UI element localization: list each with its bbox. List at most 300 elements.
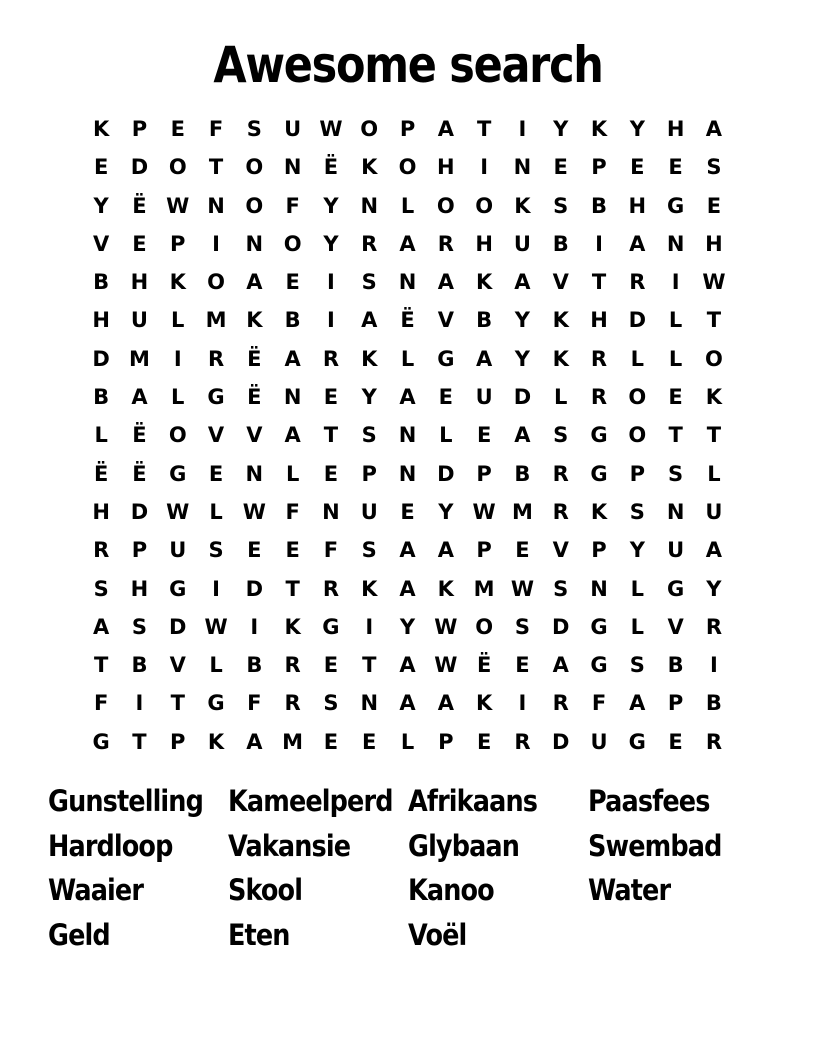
grid-cell: P bbox=[476, 538, 492, 563]
grid-row bbox=[82, 608, 733, 646]
grid-cell: I bbox=[709, 653, 718, 678]
grid-cell: E bbox=[323, 461, 339, 486]
grid-cell: D bbox=[437, 461, 455, 486]
grid-cell: P bbox=[591, 538, 607, 563]
grid-cell: G bbox=[628, 729, 646, 754]
grid-cell: L bbox=[400, 346, 415, 371]
word-list bbox=[48, 779, 788, 957]
grid-cell: A bbox=[437, 270, 454, 295]
grid-cell: I bbox=[212, 576, 220, 601]
grid-cell: I bbox=[518, 117, 527, 141]
grid-cell: D bbox=[130, 499, 149, 524]
grid-cell: W bbox=[166, 193, 190, 218]
grid-cell: G bbox=[590, 423, 608, 448]
grid-cell: H bbox=[92, 308, 110, 333]
grid-cell: U bbox=[667, 538, 685, 563]
grid-cell: A bbox=[284, 346, 301, 371]
grid-cell: Ë bbox=[400, 308, 415, 333]
grid-cell: T bbox=[362, 653, 377, 678]
grid-cell: E bbox=[170, 117, 185, 141]
grid-cell: G bbox=[590, 653, 608, 678]
grid-cell: G bbox=[666, 576, 685, 601]
grid-cell: L bbox=[400, 193, 415, 218]
grid-cell: Y bbox=[514, 308, 531, 333]
grid-cell: O bbox=[360, 117, 379, 141]
grid-cell: G bbox=[92, 729, 110, 754]
grid-row bbox=[82, 110, 733, 148]
grid-cell: O bbox=[628, 385, 647, 410]
grid-cell: F bbox=[591, 691, 607, 716]
grid-cell: K bbox=[361, 576, 378, 601]
grid-cell: K bbox=[284, 614, 301, 639]
grid-cell: E bbox=[668, 155, 683, 180]
grid-cell: P bbox=[667, 691, 684, 716]
grid-cell: O bbox=[704, 346, 723, 371]
grid-cell: D bbox=[169, 614, 187, 639]
grid-cell: M bbox=[473, 576, 495, 601]
grid-cell: N bbox=[398, 423, 417, 448]
grid-cell: L bbox=[171, 308, 185, 333]
grid-cell: E bbox=[476, 423, 492, 448]
grid-cell: O bbox=[436, 193, 455, 218]
grid-cell: D bbox=[92, 346, 110, 371]
grid-cell: Ë bbox=[132, 193, 147, 218]
grid-cell: L bbox=[630, 614, 644, 639]
grid-cell: Y bbox=[323, 231, 339, 256]
grid-cell: S bbox=[553, 193, 569, 218]
grid-cell: N bbox=[666, 499, 685, 524]
grid-cell: Ë bbox=[93, 461, 109, 486]
grid-cell: S bbox=[208, 538, 224, 563]
grid-cell: N bbox=[245, 231, 264, 256]
grid-cell: Y bbox=[323, 193, 339, 218]
grid-cell: I bbox=[480, 155, 489, 180]
grid-cell: K bbox=[590, 499, 608, 524]
grid-cell: R bbox=[93, 538, 110, 563]
grid-cell: V bbox=[207, 423, 225, 448]
grid-cell: Y bbox=[361, 385, 377, 410]
grid-cell: U bbox=[590, 729, 608, 754]
grid-row bbox=[82, 148, 733, 186]
grid-cell: H bbox=[437, 155, 455, 180]
grid-cell: D bbox=[513, 385, 532, 410]
grid-cell: I bbox=[173, 346, 182, 371]
grid-cell: E bbox=[668, 729, 683, 754]
grid-cell: A bbox=[399, 576, 416, 601]
grid-cell: Y bbox=[438, 499, 454, 524]
grid-cell: K bbox=[475, 691, 493, 716]
grid-cell: E bbox=[438, 385, 453, 410]
grid-cell: E bbox=[553, 155, 568, 180]
grid-cell: O bbox=[283, 231, 302, 256]
grid-cell: W bbox=[434, 653, 458, 678]
grid-cell: S bbox=[131, 614, 147, 639]
grid-cell: G bbox=[322, 614, 340, 639]
grid-cell: Ë bbox=[132, 423, 147, 448]
grid-cell: H bbox=[590, 308, 608, 333]
grid-cell: W bbox=[319, 117, 343, 141]
grid-cell: U bbox=[475, 385, 493, 410]
grid-cell: O bbox=[245, 155, 264, 180]
grid-cell: B bbox=[131, 653, 148, 678]
grid-cell: N bbox=[666, 231, 685, 256]
grid-cell: V bbox=[246, 423, 263, 448]
grid-cell: R bbox=[629, 270, 646, 295]
grid-cell: B bbox=[93, 270, 110, 295]
grid-cell: E bbox=[476, 729, 492, 754]
grid-cell: V bbox=[169, 653, 186, 678]
grid-cell: Ë bbox=[247, 385, 262, 410]
grid-cell: M bbox=[282, 729, 304, 754]
grid-cell: P bbox=[591, 155, 607, 180]
grid-cell: T bbox=[208, 155, 224, 180]
grid-cell: O bbox=[168, 155, 187, 180]
grid-cell: R bbox=[284, 691, 301, 716]
grid-cell: N bbox=[245, 461, 264, 486]
grid-cell: S bbox=[246, 117, 262, 141]
grid-cell: V bbox=[93, 231, 110, 256]
grid-cell: S bbox=[668, 461, 684, 486]
grid-cell: M bbox=[205, 308, 227, 333]
grid-cell: E bbox=[285, 538, 300, 563]
word-list-item: Gunstelling bbox=[48, 784, 203, 818]
grid-cell: I bbox=[250, 614, 259, 639]
grid-cell: G bbox=[437, 346, 455, 371]
grid-row bbox=[82, 646, 733, 684]
word-list-item: Water bbox=[588, 873, 671, 907]
grid-row bbox=[82, 301, 733, 339]
grid-cell: S bbox=[361, 270, 377, 295]
grid-cell: E bbox=[132, 231, 147, 256]
grid-cell: A bbox=[246, 270, 263, 295]
word-list-item: Voël bbox=[408, 917, 467, 952]
grid-cell: R bbox=[437, 231, 454, 256]
grid-cell: I bbox=[327, 308, 335, 333]
grid-cell: I bbox=[135, 691, 144, 716]
grid-cell: S bbox=[361, 423, 377, 448]
grid-cell: L bbox=[554, 385, 568, 410]
grid-cell: G bbox=[666, 193, 685, 218]
grid-cell: L bbox=[209, 653, 223, 678]
grid-row bbox=[82, 378, 733, 416]
grid-cell: P bbox=[399, 117, 416, 141]
grid-cell: V bbox=[552, 538, 569, 563]
grid-cell: R bbox=[552, 691, 569, 716]
grid-cell: N bbox=[283, 155, 302, 180]
grid-cell: G bbox=[207, 385, 225, 410]
grid-cell: M bbox=[511, 499, 533, 524]
grid-cell: P bbox=[476, 461, 492, 486]
grid-cell: S bbox=[629, 653, 645, 678]
grid-cell: L bbox=[439, 423, 453, 448]
grid-cell: A bbox=[399, 385, 416, 410]
grid-cell: F bbox=[285, 193, 300, 218]
grid-cell: A bbox=[629, 231, 646, 256]
word-list-item: Afrikaans bbox=[408, 784, 538, 818]
grid-cell: N bbox=[360, 193, 379, 218]
grid-cell: K bbox=[552, 308, 569, 333]
grid-cell: A bbox=[246, 729, 263, 754]
grid-cell: E bbox=[208, 461, 224, 486]
grid-cell: A bbox=[705, 117, 723, 141]
grid-cell: U bbox=[284, 117, 302, 141]
grid-cell: K bbox=[361, 346, 378, 371]
grid-cell: E bbox=[515, 653, 530, 678]
grid-cell: Y bbox=[514, 346, 531, 371]
grid-cell: R bbox=[705, 729, 722, 754]
grid-cell: A bbox=[475, 346, 493, 371]
grid-cell: A bbox=[399, 538, 416, 563]
grid-cell: T bbox=[591, 270, 607, 295]
grid-cell: T bbox=[170, 691, 185, 716]
grid-cell: A bbox=[514, 423, 531, 448]
grid-cell: G bbox=[207, 691, 225, 716]
grid-cell: A bbox=[399, 231, 416, 256]
grid-cell: I bbox=[365, 614, 374, 639]
grid-cell: L bbox=[668, 346, 683, 371]
grid-cell: K bbox=[437, 576, 454, 601]
grid-cell: R bbox=[552, 461, 569, 486]
grid-cell: H bbox=[130, 270, 149, 295]
grid-cell: H bbox=[666, 117, 685, 141]
grid-cell: A bbox=[552, 653, 569, 678]
grid-row bbox=[82, 416, 733, 454]
grid-cell: K bbox=[705, 385, 723, 410]
grid-cell: N bbox=[207, 193, 225, 218]
grid-cell: Y bbox=[553, 117, 569, 141]
grid-cell: R bbox=[705, 614, 722, 639]
grid-cell: T bbox=[476, 117, 492, 141]
grid-cell: M bbox=[128, 346, 150, 371]
grid-cell: U bbox=[705, 499, 723, 524]
grid-cell: E bbox=[630, 155, 645, 180]
grid-cell: D bbox=[245, 576, 264, 601]
grid-cell: L bbox=[630, 346, 644, 371]
grid-cell: T bbox=[668, 423, 683, 448]
grid-cell: A bbox=[93, 614, 110, 639]
word-list-item: Geld bbox=[48, 917, 110, 952]
grid-cell: A bbox=[361, 308, 378, 333]
grid-cell: E bbox=[247, 538, 262, 563]
grid-cell: N bbox=[398, 270, 417, 295]
grid-cell: G bbox=[590, 614, 608, 639]
word-list-item: Eten bbox=[228, 917, 290, 952]
grid-cell: S bbox=[553, 423, 569, 448]
grid-cell: L bbox=[668, 308, 683, 333]
grid-cell: W bbox=[242, 499, 266, 524]
grid-cell: I bbox=[595, 231, 603, 256]
grid-cell: H bbox=[92, 499, 110, 524]
grid-cell: B bbox=[705, 691, 722, 716]
word-list-item: Glybaan bbox=[408, 828, 520, 863]
grid-cell: W bbox=[702, 270, 726, 295]
grid-cell: B bbox=[93, 385, 110, 410]
grid-cell: B bbox=[476, 308, 493, 333]
puzzle-title: Awesome search bbox=[213, 36, 603, 94]
grid-cell: I bbox=[327, 270, 335, 295]
grid-cell: T bbox=[132, 729, 147, 754]
grid-cell: B bbox=[514, 461, 531, 486]
word-list-item: Hardloop bbox=[48, 828, 173, 863]
grid-cell: Ë bbox=[132, 461, 147, 486]
grid-cell: I bbox=[518, 691, 527, 716]
grid-cell: A bbox=[705, 538, 723, 563]
grid-cell: E bbox=[323, 653, 339, 678]
grid-cell: E bbox=[323, 729, 339, 754]
grid-cell: E bbox=[362, 729, 377, 754]
grid-cell: E bbox=[400, 499, 415, 524]
grid-cell: D bbox=[551, 729, 570, 754]
grid-cell: K bbox=[361, 155, 378, 180]
grid-cell: R bbox=[284, 653, 301, 678]
grid-cell: A bbox=[399, 653, 416, 678]
grid-cell: A bbox=[629, 691, 646, 716]
grid-cell: A bbox=[514, 270, 531, 295]
grid-cell: P bbox=[131, 538, 148, 563]
grid-cell: L bbox=[400, 729, 415, 754]
grid-cell: U bbox=[360, 499, 378, 524]
grid-cell: V bbox=[437, 308, 454, 333]
grid-cell: R bbox=[207, 346, 225, 371]
grid-cell: S bbox=[553, 576, 569, 601]
grid-cell: D bbox=[551, 614, 570, 639]
grid-row bbox=[82, 225, 733, 263]
grid-cell: F bbox=[247, 691, 262, 716]
grid-cell: S bbox=[514, 614, 530, 639]
grid-cell: Y bbox=[706, 576, 722, 601]
grid-cell: H bbox=[130, 576, 149, 601]
grid-cell: O bbox=[628, 423, 647, 448]
grid-cell: S bbox=[706, 155, 722, 180]
grid-cell: W bbox=[510, 576, 534, 601]
grid-cell: S bbox=[323, 691, 339, 716]
grid-row bbox=[82, 187, 733, 225]
grid-cell: E bbox=[93, 155, 109, 180]
grid-cell: Ë bbox=[323, 155, 339, 180]
grid-cell: G bbox=[590, 461, 608, 486]
grid-cell: N bbox=[322, 499, 340, 524]
grid-row bbox=[82, 531, 733, 569]
grid-row bbox=[82, 455, 733, 493]
grid-row bbox=[82, 493, 733, 531]
grid-cell: S bbox=[361, 538, 377, 563]
grid-cell: N bbox=[398, 461, 417, 486]
grid-cell: L bbox=[171, 385, 185, 410]
grid-cell: F bbox=[93, 691, 109, 716]
grid-cell: R bbox=[322, 346, 340, 371]
grid-cell: P bbox=[131, 117, 148, 141]
grid-cell: W bbox=[166, 499, 190, 524]
grid-cell: P bbox=[629, 461, 645, 486]
grid-cell: R bbox=[361, 231, 378, 256]
grid-cell: H bbox=[475, 231, 493, 256]
grid-cell: T bbox=[706, 423, 722, 448]
grid-cell: A bbox=[437, 691, 454, 716]
grid-cell: I bbox=[671, 270, 680, 295]
grid-row bbox=[82, 263, 733, 301]
grid-cell: E bbox=[706, 193, 722, 218]
grid-cell: H bbox=[705, 231, 723, 256]
grid-cell: O bbox=[245, 193, 264, 218]
grid-cell: R bbox=[552, 499, 569, 524]
grid-cell: U bbox=[513, 231, 531, 256]
grid-cell: E bbox=[323, 385, 339, 410]
grid-cell: B bbox=[667, 653, 684, 678]
grid-cell: W bbox=[204, 614, 228, 639]
grid-cell: T bbox=[706, 308, 722, 333]
grid-cell: Y bbox=[629, 538, 645, 563]
grid-cell: B bbox=[552, 231, 569, 256]
grid-cell: N bbox=[283, 385, 302, 410]
grid-cell: T bbox=[93, 653, 109, 678]
word-list-item: Skool bbox=[228, 873, 303, 907]
grid-cell: W bbox=[472, 499, 496, 524]
grid-cell: K bbox=[207, 729, 225, 754]
grid-cell: E bbox=[515, 538, 530, 563]
grid-cell: D bbox=[130, 155, 149, 180]
grid-cell: U bbox=[130, 308, 148, 333]
word-list-item: Vakansie bbox=[228, 828, 351, 863]
grid-cell: V bbox=[552, 270, 569, 295]
grid-cell: K bbox=[552, 346, 569, 371]
grid-cell: S bbox=[629, 499, 645, 524]
grid-cell: Ë bbox=[247, 346, 262, 371]
grid-cell: G bbox=[169, 576, 187, 601]
grid-cell: L bbox=[285, 461, 300, 486]
grid-row bbox=[82, 570, 733, 608]
grid-cell: A bbox=[437, 538, 454, 563]
grid-cell: A bbox=[131, 385, 148, 410]
grid-cell: A bbox=[399, 691, 416, 716]
word-list-item: Kameelperd bbox=[228, 784, 393, 818]
grid-cell: N bbox=[590, 576, 608, 601]
grid-row bbox=[82, 684, 733, 722]
grid-cell: F bbox=[285, 499, 300, 524]
grid-cell: R bbox=[514, 729, 531, 754]
grid-cell: U bbox=[169, 538, 187, 563]
letter-grid bbox=[82, 110, 733, 761]
grid-cell: T bbox=[285, 576, 300, 601]
grid-cell: F bbox=[323, 538, 339, 563]
grid-cell: R bbox=[322, 576, 340, 601]
grid-cell: W bbox=[434, 614, 458, 639]
grid-cell: L bbox=[630, 576, 644, 601]
grid-cell: K bbox=[475, 270, 493, 295]
grid-cell: K bbox=[590, 117, 608, 141]
grid-cell: Ë bbox=[476, 653, 492, 678]
grid-cell: N bbox=[360, 691, 379, 716]
grid-cell: P bbox=[170, 729, 186, 754]
grid-cell: Y bbox=[399, 614, 416, 639]
grid-cell: I bbox=[212, 231, 220, 256]
grid-cell: O bbox=[475, 193, 494, 218]
grid-cell: O bbox=[475, 614, 494, 639]
grid-cell: N bbox=[513, 155, 532, 180]
grid-cell: K bbox=[93, 117, 110, 141]
word-list-item: Paasfees bbox=[588, 784, 710, 818]
grid-cell: R bbox=[590, 346, 608, 371]
grid-cell: H bbox=[628, 193, 647, 218]
grid-cell: Y bbox=[93, 193, 109, 218]
grid-row bbox=[82, 723, 733, 761]
grid-cell: A bbox=[284, 423, 301, 448]
grid-cell: B bbox=[591, 193, 608, 218]
grid-cell: R bbox=[590, 385, 608, 410]
word-list-item: Kanoo bbox=[408, 873, 494, 907]
grid-cell: D bbox=[628, 308, 647, 333]
grid-cell: V bbox=[667, 614, 684, 639]
grid-cell: L bbox=[94, 423, 108, 448]
